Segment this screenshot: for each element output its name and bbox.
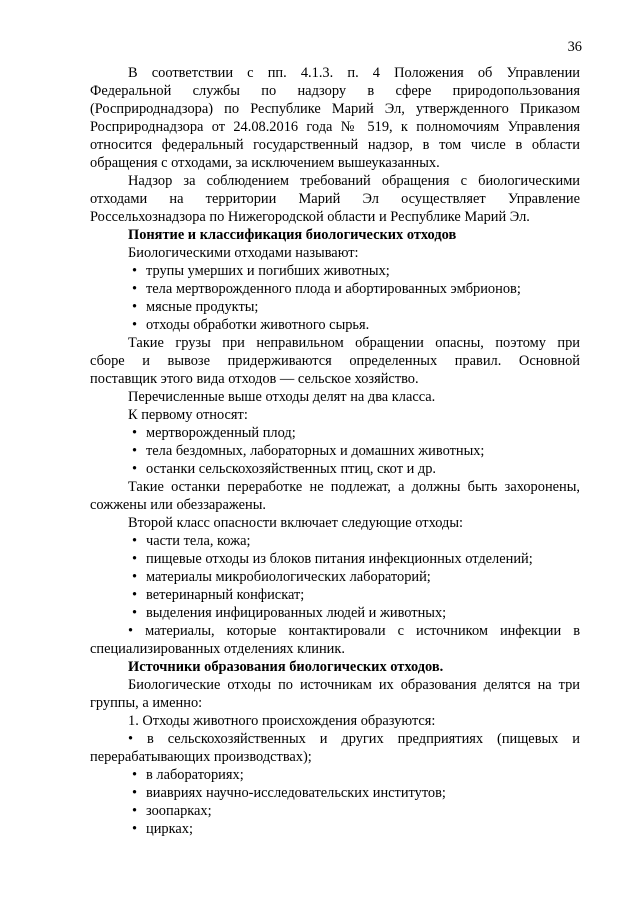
bullet-icon: • [132,767,138,783]
list-item: • останки сельскохозяйственных птиц, скот и др. [132,461,436,477]
bullet-icon: • [132,425,138,441]
text-line: В соответствии с пп. 4.1.3. п. 4 Положения об Управлении [128,65,580,81]
text-line: Россельхознадзора по Нижегородской области и Республике Марий Эл. [90,209,530,225]
text-line: группы, а именно: [90,695,203,711]
paragraph-cargo [90,334,580,388]
paragraph-regulation [90,64,580,172]
list-item: • мясные продукты; [132,299,259,315]
bullet-list-biowaste [90,262,580,334]
text-line: • в сельскохозяйственных и других предприятиях (пищевых и [128,731,580,747]
text-line: сборе и вывозе придерживаются определенных правил. Основной [90,353,580,369]
list-item: • пищевые отходы из блоков питания инфекционных отделений; [132,551,533,567]
bullet-icon: • [132,263,138,279]
list-item: • трупы умерших и погибших животных; [132,263,390,279]
page-number: 36 [567,39,582,55]
text-line: Биологические отходы по источникам их образования делятся на три [128,677,580,693]
list-item: • тела бездомных, лабораторных и домашних животных; [132,443,485,459]
section-heading: Понятие и классификация биологических отходов [128,227,457,243]
list-item: • мертворожденный плод; [132,425,296,441]
document-body [90,64,580,838]
text-line: Такие останки переработке не подлежат, а должны быть захоронены, [128,479,580,495]
text-line: Второй класс опасности включает следующие отходы: [128,515,463,531]
bullet-icon: • [132,317,138,333]
text-line: отходами на территории Марий Эл осуществляет Управление [90,191,580,207]
text-line: 1. Отходы животного происхождения образуются: [128,713,436,729]
bullet-list-first-class [90,424,580,478]
list-item: • зоопарках; [132,803,212,819]
bullet-icon: • [132,587,138,603]
section-heading: Источники образования биологических отходов. [128,659,444,675]
text-line: перерабатывающих производствах); [90,749,312,765]
bullet-list-second-class [90,532,580,658]
list-item: • ветеринарный конфискат; [132,587,305,603]
text-line: • материалы, которые контактировали с источником инфекции в [128,623,580,639]
bullet-icon: • [132,803,138,819]
list-item: • отходы обработки животного сырья. [132,317,370,333]
bullet-icon: • [132,443,138,459]
bullet-icon: • [132,569,138,585]
list-item: • в лабораториях; [132,767,244,783]
text-line: специализированных отделениях клиник. [90,641,345,657]
bullet-icon: • [132,821,138,837]
bullet-icon: • [132,299,138,315]
text-line: Биологическими отходами называют: [128,245,359,261]
text-line: Такие грузы при неправильном обращении опасны, поэтому при [128,335,580,351]
list-item: • тела мертворожденного плода и абортированных эмбрионов; [132,281,521,297]
text-line: К первому относят: [128,407,248,423]
list-item: • выделения инфицированных людей и животных; [132,605,447,621]
text-line: Надзор за соблюдением требований обращения с биологическими [128,173,580,189]
list-item: • виавриях научно-исследовательских институтов; [132,785,446,801]
bullet-icon: • [132,605,138,621]
paragraph-remains [90,478,580,514]
bullet-icon: • [132,551,138,567]
bullet-icon: • [128,623,134,639]
text-line: Перечисленные выше отходы делят на два класса. [128,389,436,405]
list-item-wrapped [90,622,580,658]
paragraph-supervision [90,172,580,226]
list-item: • части тела, кожа; [132,533,251,549]
paragraph-sources [90,676,580,712]
bullet-icon: • [132,785,138,801]
list-item-wrapped [90,730,580,766]
text-line: относится федеральный государственный надзор, в том числе в области [90,137,580,153]
bullet-icon: • [132,281,138,297]
list-item: • материалы микробиологических лабораторий; [132,569,431,585]
list-item: • цирках; [132,821,193,837]
text-line: обращения с отходами, за исключением вышеуказанных. [90,155,440,171]
bullet-icon: • [128,731,134,747]
text-line: (Росприроднадзора) по Республике Марий Эл, утвержденного Приказом [90,101,580,117]
bullet-icon: • [132,461,138,477]
bullet-icon: • [132,533,138,549]
text-line: Росприроднадзора от 24.08.2016 года № 519, к полномочиям Управления [90,119,580,135]
text-line: Федеральной службы по надзору в сфере природопользования [90,83,580,99]
text-line: сожжены или обеззаражены. [90,497,266,513]
bullet-list-animal-origin [90,730,580,838]
text-line: поставщик этого вида отходов — сельское хозяйство. [90,371,419,387]
